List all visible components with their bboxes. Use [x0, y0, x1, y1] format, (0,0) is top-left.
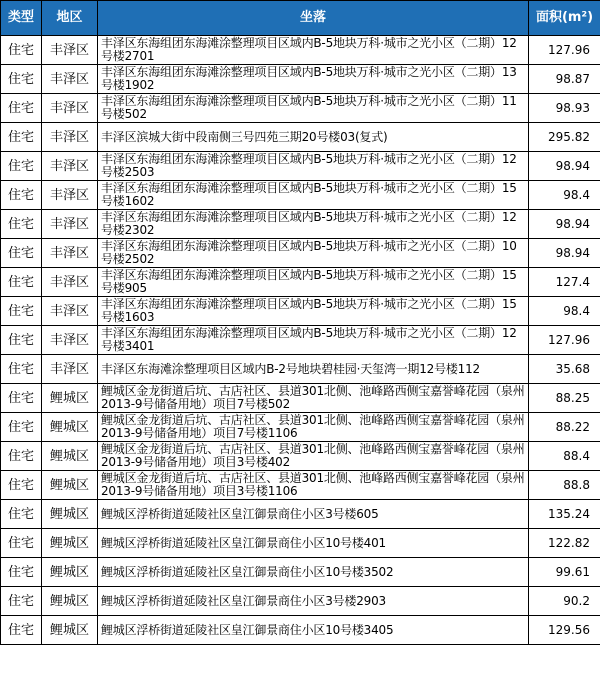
cell-district: 鲤城区: [42, 529, 98, 558]
cell-area: 295.82: [529, 123, 600, 152]
cell-district: 丰泽区: [42, 152, 98, 181]
table-row: [1, 94, 600, 123]
cell-district: 丰泽区: [42, 268, 98, 297]
cell-location: 丰泽区东海组团东海滩涂整理项目区域内B-5地块万科·城市之光小区（二期）15号楼905: [98, 268, 529, 297]
cell-type: 住宅: [1, 413, 42, 442]
cell-area: 88.8: [529, 471, 600, 500]
table-row: [1, 239, 600, 268]
cell-location: 鲤城区浮桥街道延陵社区皇江御景商住小区10号楼3502: [98, 558, 529, 587]
cell-type: 住宅: [1, 500, 42, 529]
cell-district: 丰泽区: [42, 326, 98, 355]
cell-type: 住宅: [1, 181, 42, 210]
header-location: 坐落: [98, 1, 529, 36]
header-area: 面积(m²): [529, 1, 600, 36]
cell-district: 丰泽区: [42, 210, 98, 239]
cell-district: 丰泽区: [42, 181, 98, 210]
cell-district: 丰泽区: [42, 355, 98, 384]
cell-location: 丰泽区东海组团东海滩涂整理项目区域内B-5地块万科·城市之光小区（二期）13号楼1902: [98, 65, 529, 94]
cell-location: 丰泽区东海组团东海滩涂整理项目区域内B-5地块万科·城市之光小区（二期）15号楼1603: [98, 297, 529, 326]
table-row: [1, 181, 600, 210]
cell-district: 丰泽区: [42, 65, 98, 94]
cell-district: 鲤城区: [42, 442, 98, 471]
cell-location: 丰泽区东海滩涂整理项目区域内B-2号地块碧桂园·天玺湾一期12号楼112: [98, 355, 529, 384]
cell-district: 丰泽区: [42, 36, 98, 65]
cell-district: 鲤城区: [42, 616, 98, 645]
cell-area: 127.96: [529, 326, 600, 355]
cell-location: 鲤城区金龙街道后坑、古店社区、县道301北侧、池峰路西侧宝嘉誉峰花园（泉州2013-9号储备用地）项目7号楼502: [98, 384, 529, 413]
cell-district: 丰泽区: [42, 94, 98, 123]
table-row: [1, 36, 600, 65]
cell-type: 住宅: [1, 94, 42, 123]
cell-location: 丰泽区东海组团东海滩涂整理项目区域内B-5地块万科·城市之光小区（二期）12号楼2701: [98, 36, 529, 65]
cell-area: 127.96: [529, 36, 600, 65]
cell-area: 99.61: [529, 558, 600, 587]
table-row: [1, 268, 600, 297]
cell-area: 135.24: [529, 500, 600, 529]
cell-location: 丰泽区东海组团东海滩涂整理项目区域内B-5地块万科·城市之光小区（二期）10号楼2502: [98, 239, 529, 268]
table-row: [1, 471, 600, 500]
cell-district: 鲤城区: [42, 500, 98, 529]
cell-type: 住宅: [1, 442, 42, 471]
cell-location: 丰泽区东海组团东海滩涂整理项目区域内B-5地块万科·城市之光小区（二期）11号楼502: [98, 94, 529, 123]
cell-area: 98.4: [529, 181, 600, 210]
header-district: 地区: [42, 1, 98, 36]
cell-type: 住宅: [1, 616, 42, 645]
cell-location: 鲤城区浮桥街道延陵社区皇江御景商住小区10号楼401: [98, 529, 529, 558]
cell-type: 住宅: [1, 297, 42, 326]
table-row: [1, 123, 600, 152]
cell-area: 98.94: [529, 239, 600, 268]
cell-type: 住宅: [1, 471, 42, 500]
cell-area: 88.4: [529, 442, 600, 471]
cell-location: 丰泽区东海组团东海滩涂整理项目区域内B-5地块万科·城市之光小区（二期）12号楼2302: [98, 210, 529, 239]
cell-type: 住宅: [1, 123, 42, 152]
header-type: 类型: [1, 1, 42, 36]
cell-location: 丰泽区东海组团东海滩涂整理项目区域内B-5地块万科·城市之光小区（二期）12号楼3401: [98, 326, 529, 355]
cell-type: 住宅: [1, 268, 42, 297]
cell-type: 住宅: [1, 587, 42, 616]
cell-area: 98.94: [529, 210, 600, 239]
cell-type: 住宅: [1, 558, 42, 587]
cell-area: 98.4: [529, 297, 600, 326]
cell-district: 丰泽区: [42, 297, 98, 326]
cell-location: 鲤城区金龙街道后坑、古店社区、县道301北侧、池峰路西侧宝嘉誉峰花园（泉州2013-9号储备用地）项目7号楼1106: [98, 413, 529, 442]
cell-area: 35.68: [529, 355, 600, 384]
cell-area: 127.4: [529, 268, 600, 297]
cell-location: 丰泽区东海组团东海滩涂整理项目区域内B-5地块万科·城市之光小区（二期）15号楼1602: [98, 181, 529, 210]
cell-location: 鲤城区浮桥街道延陵社区皇江御景商住小区3号楼605: [98, 500, 529, 529]
table-row: [1, 65, 600, 94]
cell-area: 98.94: [529, 152, 600, 181]
cell-type: 住宅: [1, 152, 42, 181]
cell-location: 鲤城区金龙街道后坑、古店社区、县道301北侧、池峰路西侧宝嘉誉峰花园（泉州2013-9号储备用地）项目3号楼1106: [98, 471, 529, 500]
cell-area: 129.56: [529, 616, 600, 645]
cell-district: 鲤城区: [42, 471, 98, 500]
cell-district: 鲤城区: [42, 413, 98, 442]
cell-type: 住宅: [1, 239, 42, 268]
cell-area: 88.25: [529, 384, 600, 413]
cell-type: 住宅: [1, 355, 42, 384]
cell-district: 丰泽区: [42, 239, 98, 268]
cell-location: 丰泽区滨城大街中段南侧三号四苑三期20号楼03(复式): [98, 123, 529, 152]
cell-type: 住宅: [1, 384, 42, 413]
cell-area: 90.2: [529, 587, 600, 616]
cell-area: 98.87: [529, 65, 600, 94]
cell-district: 鲤城区: [42, 558, 98, 587]
table-row: [1, 616, 600, 645]
cell-type: 住宅: [1, 529, 42, 558]
table-row: [1, 152, 600, 181]
table-row: [1, 297, 600, 326]
cell-type: 住宅: [1, 326, 42, 355]
cell-district: 鲤城区: [42, 384, 98, 413]
cell-location: 丰泽区东海组团东海滩涂整理项目区域内B-5地块万科·城市之光小区（二期）12号楼2503: [98, 152, 529, 181]
cell-type: 住宅: [1, 210, 42, 239]
table-header-row: [1, 1, 600, 36]
table-row: [1, 384, 600, 413]
cell-location: 鲤城区浮桥街道延陵社区皇江御景商住小区10号楼3405: [98, 616, 529, 645]
cell-location: 鲤城区浮桥街道延陵社区皇江御景商住小区3号楼2903: [98, 587, 529, 616]
cell-type: 住宅: [1, 65, 42, 94]
table-row: [1, 326, 600, 355]
cell-district: 丰泽区: [42, 123, 98, 152]
cell-area: 88.22: [529, 413, 600, 442]
table-row: [1, 210, 600, 239]
cell-type: 住宅: [1, 36, 42, 65]
table-row: [1, 529, 600, 558]
cell-district: 鲤城区: [42, 587, 98, 616]
cell-area: 122.82: [529, 529, 600, 558]
table-row: [1, 558, 600, 587]
table-row: [1, 442, 600, 471]
table-row: [1, 500, 600, 529]
table-row: [1, 413, 600, 442]
table-row: [1, 355, 600, 384]
table-row: [1, 587, 600, 616]
cell-area: 98.93: [529, 94, 600, 123]
cell-location: 鲤城区金龙街道后坑、古店社区、县道301北侧、池峰路西侧宝嘉誉峰花园（泉州2013-9号储备用地）项目3号楼402: [98, 442, 529, 471]
